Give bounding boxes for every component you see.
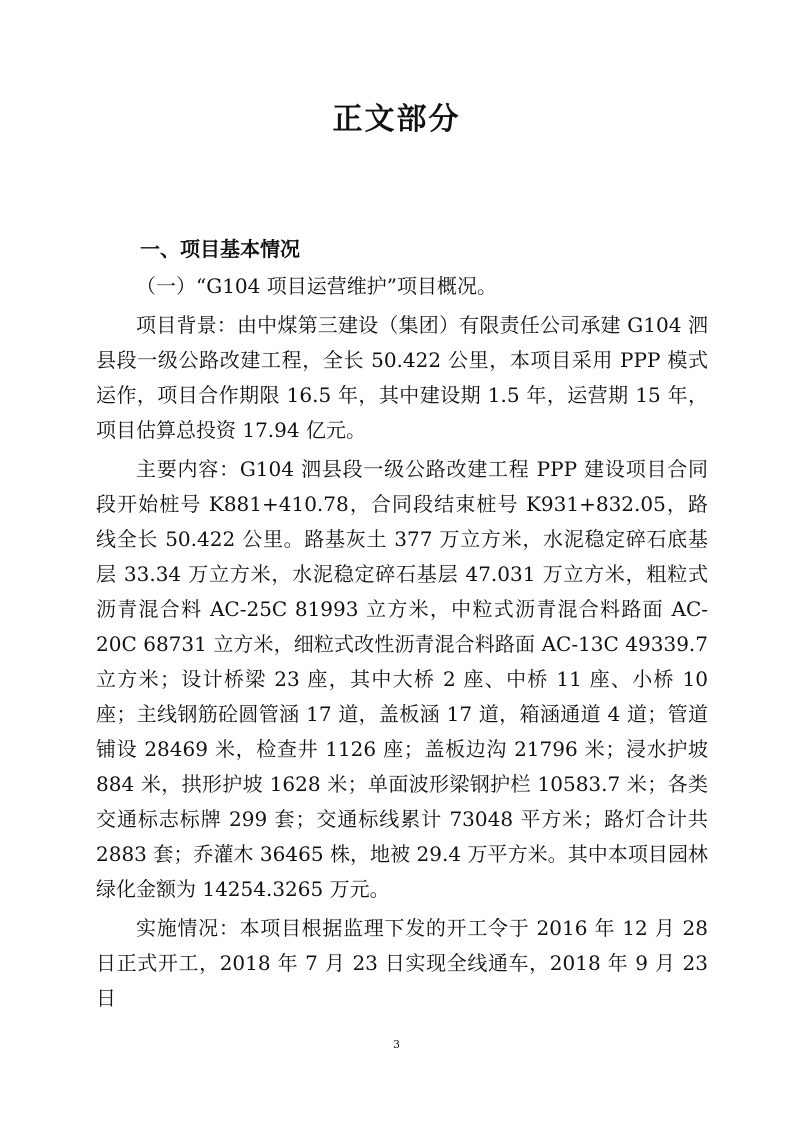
section-heading: 一、项目基本情况 bbox=[140, 237, 300, 261]
page-title: 正文部分 bbox=[332, 102, 461, 137]
page-number: 3 bbox=[393, 1038, 400, 1051]
paragraph-main-content: 主要内容：G104 泗县段一级公路改建工程 PPP 建设项目合同段开始桩号 K881+410.78，合同段结束桩号 K931+832.05，路线全长 50.422 公里。路基灰土 377 万立方米，水泥稳定碎石底基层 33.34 万立方米，水泥稳定碎石基层 47.031 万立方米，粗粒式沥青混合料 AC-25C 81993 立方米，中粒式沥青混合料路面 AC-20C 68731 立方米，细粒式改性沥青混合料路面 AC-13C 49339.7 立方米；设计桥梁 23 座，其中大桥 2 座、中桥 11 座、小桥 10 座；主线钢筋砼圆管涵 17 道，盖板涵 17 道，箱涵通道 4 道；管道铺设 28469 米，检查井 1126 座；盖板边沟 21796 米；浸水护坡 884 米，拱形护坡 1628 米；单面波形梁钢护栏 10583.7 米；各类交通标志标牌 299 套；交通标线累计 73048 平方米；路灯合计共 2883 套；乔灌木 36465 株，地被 29.4 万平方米。其中本项目园林绿化金额为 14254.3265 万元。 bbox=[96, 457, 708, 901]
subsection-heading: （一）“G104 项目运营维护”项目概况。 bbox=[136, 274, 497, 298]
document-body bbox=[96, 232, 708, 1016]
paragraph-implementation: 实施情况：本项目根据监理下发的开工令于 2016 年 12 月 28 日正式开工，2018 年 7 月 23 日实现全线通车，2018 年 9 月 23 日 bbox=[96, 916, 708, 1010]
paragraph-background: 项目背景：由中煤第三建设（集团）有限责任公司承建 G104 泗县段一级公路改建工程，全长 50.422 公里，本项目采用 PPP 模式运作，项目合作期限 16.5 年，其中建设期 1.5 年，运营期 15 年，项目估算总投资 17.94 亿元。 bbox=[96, 313, 708, 442]
